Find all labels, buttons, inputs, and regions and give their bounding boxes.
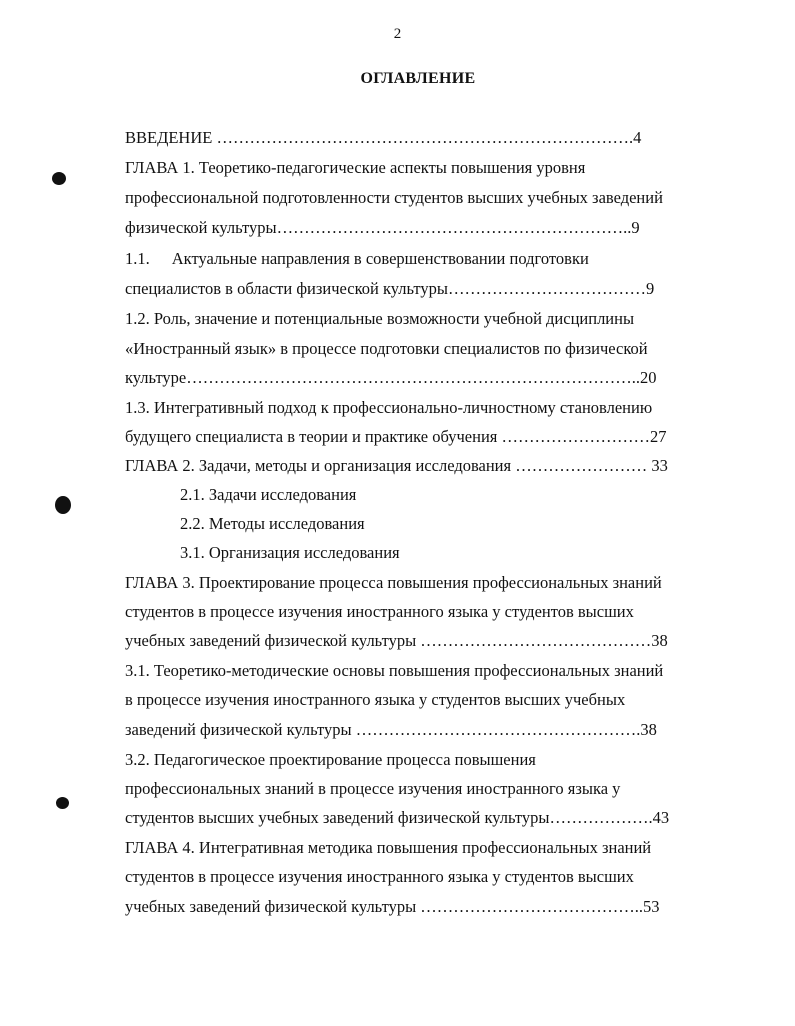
toc-line: 1.3. Интегративный подход к профессионально-личностному становлению	[125, 398, 653, 417]
toc-line: профессиональных знаний в процессе изучения иностранного языка у	[125, 779, 621, 798]
punch-hole-mark	[52, 172, 66, 185]
page-number: 2	[393, 26, 402, 42]
toc-line	[125, 249, 589, 269]
toc-line: культуре………………………………………………………………………..20	[125, 368, 657, 387]
toc-line: физической культуры………………………………………………………..9	[125, 218, 640, 237]
toc-line: учебных заведений физической культуры ……………………………………38	[125, 631, 668, 650]
toc-line: 3.1. Организация исследования	[180, 543, 400, 562]
section-title: Актуальные направления в совершенствовании подготовки	[171, 249, 589, 268]
toc-line: ГЛАВА 4. Интегративная методика повышения профессиональных знаний	[125, 838, 652, 857]
toc-line: студентов в процессе изучения иностранного языка у студентов высших	[125, 602, 634, 621]
toc-line: ГЛАВА 1. Теоретико-педагогические аспекты повышения уровня	[125, 158, 586, 177]
punch-hole-mark	[55, 496, 71, 514]
toc-title: ОГЛАВЛЕНИЕ	[360, 70, 476, 87]
section-number: 1.1.	[125, 249, 150, 268]
toc-line: учебных заведений физической культуры …………………………………..53	[125, 897, 660, 916]
toc-line: профессиональной подготовленности студентов высших учебных заведений	[125, 188, 663, 207]
punch-hole-mark	[56, 797, 69, 809]
toc-line: специалистов в области физической культуры………………………………9	[125, 279, 655, 298]
toc-line: будущего специалиста в теории и практике обучения ………………………27	[125, 427, 667, 446]
toc-line: 3.1. Теоретико-методические основы повышения профессиональных знаний	[125, 661, 664, 680]
toc-line: ГЛАВА 3. Проектирование процесса повышения профессиональных знаний	[125, 573, 662, 592]
toc-line: студентов высших учебных заведений физической культуры……………….43	[125, 808, 670, 827]
toc-line: 1.2. Роль, значение и потенциальные возможности учебной дисциплины	[125, 309, 635, 328]
toc-line: в процессе изучения иностранного языка у студентов высших учебных	[125, 690, 626, 709]
toc-line: студентов в процессе изучения иностранного языка у студентов высших	[125, 867, 634, 886]
toc-line: заведений физической культуры …………………………………………….38	[125, 720, 657, 739]
toc-line: 3.2. Педагогическое проектирование процесса повышения	[125, 750, 536, 769]
toc-line: ГЛАВА 2. Задачи, методы и организация исследования …………………… 33	[125, 456, 668, 475]
toc-line: ВВЕДЕНИЕ ………………………………………………………………….4	[125, 128, 642, 147]
toc-line: 2.2. Методы исследования	[180, 514, 365, 533]
toc-line: «Иностранный язык» в процессе подготовки специалистов по физической	[125, 339, 648, 358]
toc-line: 2.1. Задачи исследования	[180, 485, 357, 504]
